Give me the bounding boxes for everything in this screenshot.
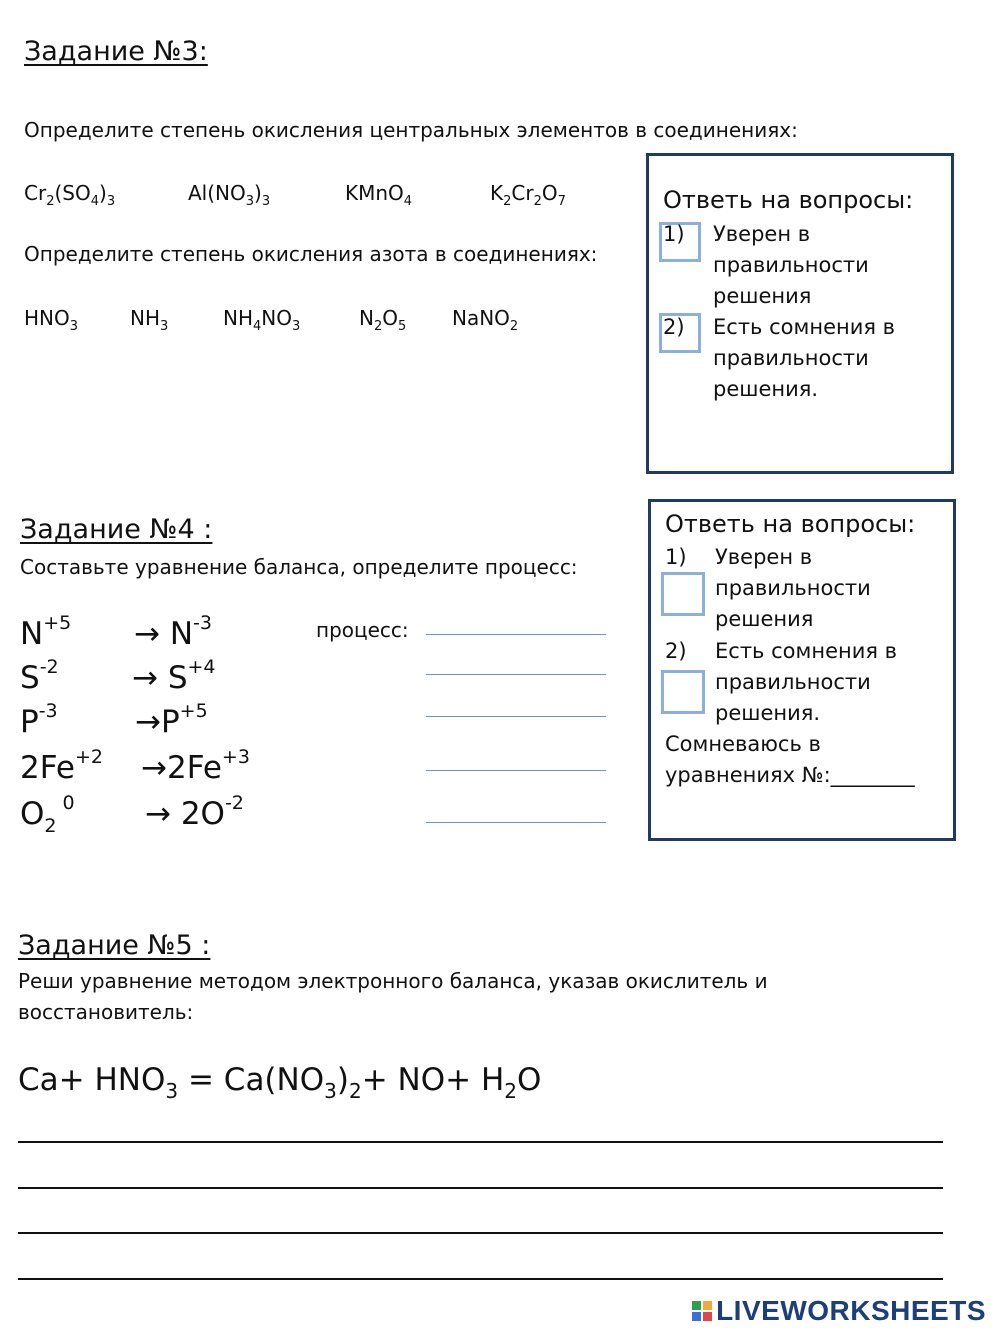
task5-instruction-line2: восстановитель: — [18, 1000, 194, 1024]
answer-line-2[interactable] — [18, 1187, 943, 1189]
task4-answer-panel — [648, 499, 956, 841]
compound-nh3: $NH_3$ — [130, 306, 169, 334]
option-confident-line3: решения — [715, 607, 814, 631]
logo-wordmark: LIVEWORKSHEETS — [716, 1295, 986, 1326]
process-answer-line-2[interactable] — [426, 674, 606, 675]
doubt-checkbox[interactable] — [661, 670, 705, 714]
liveworksheets-logo — [692, 1295, 986, 1327]
equation-n: $N^{+5}$ — [20, 612, 72, 652]
logo-square-blue — [692, 1312, 701, 1321]
option-confident-line2: правильности — [713, 253, 869, 277]
equation-s: $S^{-2}$ — [20, 656, 59, 696]
option-number-2: 2) — [665, 639, 687, 663]
equation-s-product: → $S^{+4}$ — [132, 656, 216, 696]
compound-k2cr2o7: $K_2Cr_2O_7$ — [490, 181, 566, 209]
logo-square-orange — [703, 1301, 712, 1310]
compound-n2o5: $N_2O_5$ — [359, 306, 407, 334]
process-answer-line-1[interactable] — [426, 634, 606, 635]
task5-instruction-line1: Реши уравнение методом электронного баланса, указав окислитель и — [18, 969, 768, 993]
equation-fe: $2Fe^{+2}$ — [20, 746, 103, 786]
process-answer-line-5[interactable] — [426, 822, 606, 823]
option-doubt-line3: решения. — [713, 377, 819, 401]
confident-checkbox[interactable] — [661, 572, 705, 616]
redox-equation: $Ca+ HNO_3 = Ca(NO_3)_2+ NO+ H_2O$ — [18, 1062, 542, 1103]
logo-square-green — [692, 1301, 701, 1310]
logo-grid-icon — [692, 1301, 712, 1321]
task4-instruction: Составьте уравнение баланса, определите процесс: — [20, 555, 578, 579]
option-number-1: 1) — [665, 545, 687, 569]
option-doubt-line2: правильности — [715, 670, 871, 694]
option-doubt-line2: правильности — [713, 346, 869, 370]
answer-line-4[interactable] — [18, 1278, 943, 1280]
equation-o: $O_2$ $^0$ — [20, 792, 75, 837]
panel-heading: Ответь на вопросы: — [665, 510, 916, 538]
option-confident-line1: Уверен в — [713, 222, 811, 246]
equation-p: $P^{-3}$ — [20, 700, 58, 740]
compound-hno3: $HNO_3$ — [24, 306, 79, 334]
task3-answer-panel — [646, 153, 954, 474]
equation-fe-product: $\to 2Fe^{+3}$ — [141, 746, 250, 786]
doubt-equations-line2[interactable]: уравнениях №:________ — [665, 763, 915, 787]
equation-o-product: → $2O^{-2}$ — [145, 792, 244, 832]
compound-kmno4: KMnO$_4$ — [345, 181, 413, 209]
option-confident-line3: решения — [713, 284, 812, 308]
option-doubt-line3: решения. — [715, 701, 821, 725]
logo-square-red — [703, 1312, 712, 1321]
compound-alno33: $Al(NO_3)_3$ — [188, 181, 271, 209]
compound-nh4no3: $NH_4NO_3$ — [223, 306, 301, 334]
option-doubt-line1: Есть сомнения в — [713, 315, 896, 339]
doubt-equations-line1: Сомневаюсь в — [665, 732, 821, 756]
process-answer-line-4[interactable] — [426, 770, 606, 771]
option-number-1: 1) — [663, 222, 685, 246]
answer-line-1[interactable] — [18, 1141, 943, 1143]
task5-title: Задание №5 : — [18, 930, 211, 961]
compound-cr2so43: $Cr_2(SO_4)_3$ — [24, 181, 116, 209]
process-label: процесс: — [316, 618, 409, 642]
option-number-2: 2) — [663, 315, 685, 339]
option-doubt-line1: Есть сомнения в — [715, 639, 898, 663]
task3-instruction-central: Определите степень окисления центральных элементов в соединениях: — [24, 118, 798, 142]
equation-p-product: $\to P^{+5}$ — [135, 700, 208, 740]
task3-instruction-nitrogen: Определите степень окисления азота в соединениях: — [24, 242, 598, 266]
answer-line-3[interactable] — [18, 1232, 943, 1234]
option-confident-line1: Уверен в — [715, 545, 813, 569]
panel-heading: Ответь на вопросы: — [663, 186, 914, 214]
task3-title: Задание №3: — [24, 36, 208, 67]
compound-nano2: NaNO$_2$ — [452, 306, 519, 334]
equation-n-product: → $N^{-3}$ — [134, 612, 212, 652]
task4-title: Задание №4 : — [20, 514, 213, 545]
option-confident-line2: правильности — [715, 576, 871, 600]
process-answer-line-3[interactable] — [426, 716, 606, 717]
